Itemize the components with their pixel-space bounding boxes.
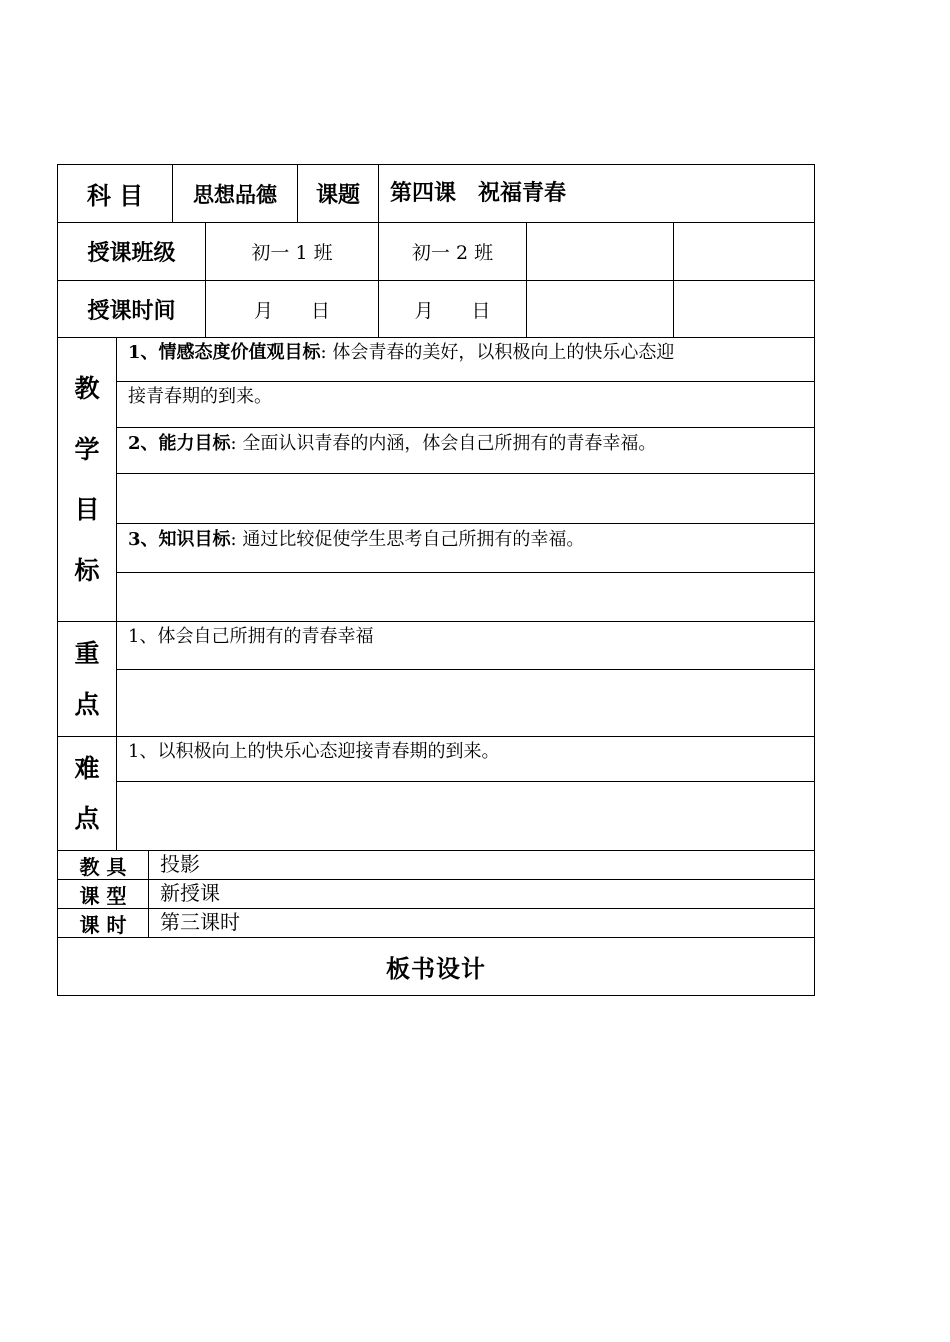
- row-divider: [57, 908, 815, 909]
- date-2-value: 月 日: [414, 299, 491, 322]
- subject-value: 思想品德: [193, 181, 277, 207]
- class-3-value: [527, 223, 673, 280]
- class-label: 授课班级: [87, 241, 176, 266]
- date-4-value: [674, 281, 814, 337]
- objective-prefix: 3、知识目标: [128, 529, 231, 550]
- col-divider: [116, 337, 117, 850]
- objective-item-1: [128, 344, 674, 362]
- date-1-value: 月 日: [253, 299, 330, 322]
- period-value: 第三课时: [160, 910, 240, 934]
- objective-text: 通过比较促使学生思考自己所拥有的幸福。: [242, 529, 585, 550]
- objectives-label-char: 学: [74, 434, 100, 464]
- objectives-label-char: 目: [74, 495, 100, 525]
- objective-sep: :: [320, 342, 333, 363]
- tools-value: 投影: [160, 852, 200, 876]
- board-design-title: 板书设计: [386, 954, 486, 983]
- sub-row-divider: [116, 669, 815, 670]
- class-4-value: [674, 223, 814, 280]
- sub-row-divider: [116, 523, 815, 524]
- row-divider: [57, 621, 815, 622]
- table-border-bottom: [57, 995, 815, 996]
- topic-label: 课题: [315, 183, 360, 208]
- key-points-label-char: 点: [74, 690, 100, 719]
- objective-text: 全面认识青春的内涵，体会自己所拥有的青春幸福。: [242, 433, 657, 454]
- col-divider: [378, 164, 379, 222]
- sub-row-divider: [116, 381, 815, 382]
- difficult-points-label-char: 点: [74, 804, 100, 834]
- col-divider: [148, 850, 149, 937]
- class-1-value: 初一 1 班: [251, 242, 333, 264]
- sub-row-divider: [116, 427, 815, 428]
- row-divider: [57, 850, 815, 851]
- time-label: 授课时间: [87, 298, 176, 324]
- sub-row-divider: [116, 781, 815, 782]
- key-points-label: [58, 622, 116, 736]
- sub-row-divider: [116, 473, 815, 474]
- objective-text: 体会青春的美好，以积极向上的快乐心态迎: [332, 342, 675, 363]
- type-label: 课 型: [79, 883, 127, 908]
- difficult-point-item-1: 1、以积极向上的快乐心态迎接青春期的到来。: [128, 741, 500, 762]
- difficult-points-label-char: 难: [74, 753, 100, 783]
- row-divider: [57, 736, 815, 737]
- objective-prefix: 2、能力目标: [128, 433, 231, 454]
- objective-sep: :: [230, 433, 243, 454]
- subject-label: 科 目: [86, 182, 144, 210]
- period-label: 课 时: [79, 912, 127, 937]
- topic-value: 第四课 祝福青春: [390, 180, 567, 206]
- row-divider: [57, 337, 815, 338]
- key-point-item-1: 1、体会自己所拥有的青春幸福: [128, 626, 374, 647]
- objective-item-3: [128, 531, 584, 549]
- objectives-label-char: 标: [74, 556, 100, 586]
- sub-row-divider: [116, 572, 815, 573]
- type-value: 新授课: [160, 881, 220, 905]
- key-points-label-char: 重: [74, 639, 100, 668]
- objective-prefix: 1、情感态度价值观目标: [128, 342, 321, 363]
- objectives-label-char: 教: [74, 373, 100, 403]
- objective-item-2: [128, 435, 656, 453]
- objectives-label: [58, 338, 116, 621]
- row-divider: [57, 879, 815, 880]
- tools-label: 教 具: [79, 854, 127, 879]
- objective-item-1-continued: 接青春期的到来。: [128, 386, 272, 407]
- table-border-right: [814, 164, 815, 996]
- difficult-points-label: [58, 737, 116, 850]
- class-2-value: 初一 2 班: [411, 242, 494, 264]
- date-3-value: [527, 281, 673, 337]
- objective-sep: :: [230, 529, 243, 550]
